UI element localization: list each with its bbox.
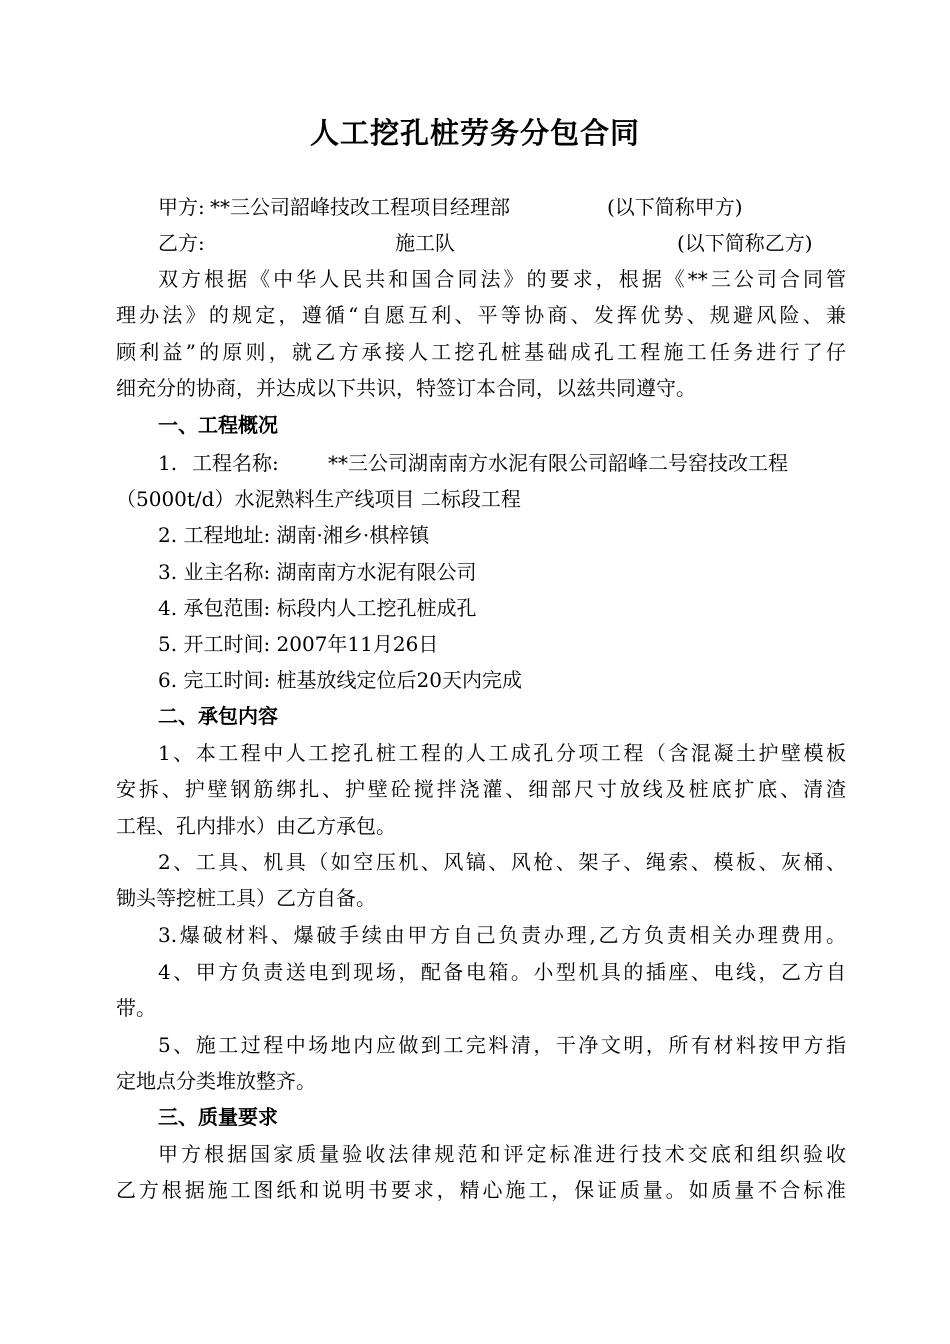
section-heading: 二、承包内容 (158, 704, 278, 728)
document-title: 人工挖孔桩劳务分包合同 (309, 116, 640, 150)
paragraph-line: 2、工具、机具（如空压机、风镐、风枪、架子、绳索、模板、灰桶、 (158, 850, 846, 874)
party-a-label: 甲方: (158, 195, 205, 219)
section-heading: 一、工程概况 (158, 413, 278, 437)
party-a-note: (以下简称甲方) (607, 195, 743, 219)
list-item: （5000t/d）水泥熟料生产线项目 二标段工程 (116, 487, 521, 511)
list-item: 2. 工程地址: 湖南·湘乡·棋梓镇 (158, 523, 430, 547)
paragraph-line: 带。 (116, 996, 156, 1020)
intro-line: 双方根据《中华人民共和国合同法》的要求，根据《**三公司合同管 (158, 267, 846, 291)
list-item: 5. 开工时间: 2007年11月26日 (158, 632, 439, 656)
list-item: 4. 承包范围: 标段内人工挖孔桩成孔 (158, 596, 477, 620)
intro-line: 细充分的协商，并达成以下共识，特签订本合同，以兹共同遵守。 (116, 376, 696, 400)
project-name: **三公司湖南南方水泥有限公司韶峰二号窑技改工程 (328, 451, 788, 475)
party-a-name: **三公司韶峰技改工程项目经理部 (210, 195, 510, 219)
paragraph-line: 4、甲方负责送电到现场，配备电箱。小型机具的插座、电线，乙方自 (158, 960, 846, 984)
paragraph-line: 乙方根据施工图纸和说明书要求，精心施工，保证质量。如质量不合标准 (116, 1178, 846, 1202)
list-item: 6. 完工时间: 桩基放线定位后20天内完成 (158, 668, 522, 692)
party-b-note: (以下简称乙方) (677, 231, 813, 255)
party-b-label: 乙方: (158, 231, 205, 255)
paragraph-line: 3.爆破材料、爆破手续由甲方自己负责办理,乙方负责相关办理费用。 (158, 923, 846, 947)
intro-line: 顾利益”的原则，就乙方承接人工挖孔桩基础成孔工程施工任务进行了仔 (116, 340, 846, 364)
party-b-name: 施工队 (395, 231, 455, 255)
paragraph-line: 工程、孔内排水）由乙方承包。 (116, 814, 396, 838)
paragraph-line: 5、施工过程中场地内应做到工完料清，干净文明，所有材料按甲方指 (158, 1033, 846, 1057)
item-label: 工程名称: (192, 451, 279, 475)
section-heading: 三、质量要求 (158, 1105, 278, 1129)
item-number: 1. (158, 451, 178, 475)
paragraph-line: 甲方根据国家质量验收法律规范和评定标准进行技术交底和组织验收 (158, 1142, 846, 1166)
list-item: 3. 业主名称: 湖南南方水泥有限公司 (158, 560, 477, 584)
intro-line: 理办法》的规定，遵循“自愿互利、平等协商、发挥优势、规避风险、兼 (116, 303, 846, 327)
paragraph-line: 锄头等挖桩工具）乙方自备。 (116, 886, 376, 910)
paragraph-line: 定地点分类堆放整齐。 (116, 1069, 316, 1093)
paragraph-line: 1、本工程中人工挖孔桩工程的人工成孔分项工程（含混凝土护壁模板 (158, 741, 846, 765)
paragraph-line: 安拆、护壁钢筋绑扎、护壁砼搅拌浇灌、细部尺寸放线及桩底扩底、清渣 (116, 777, 846, 801)
